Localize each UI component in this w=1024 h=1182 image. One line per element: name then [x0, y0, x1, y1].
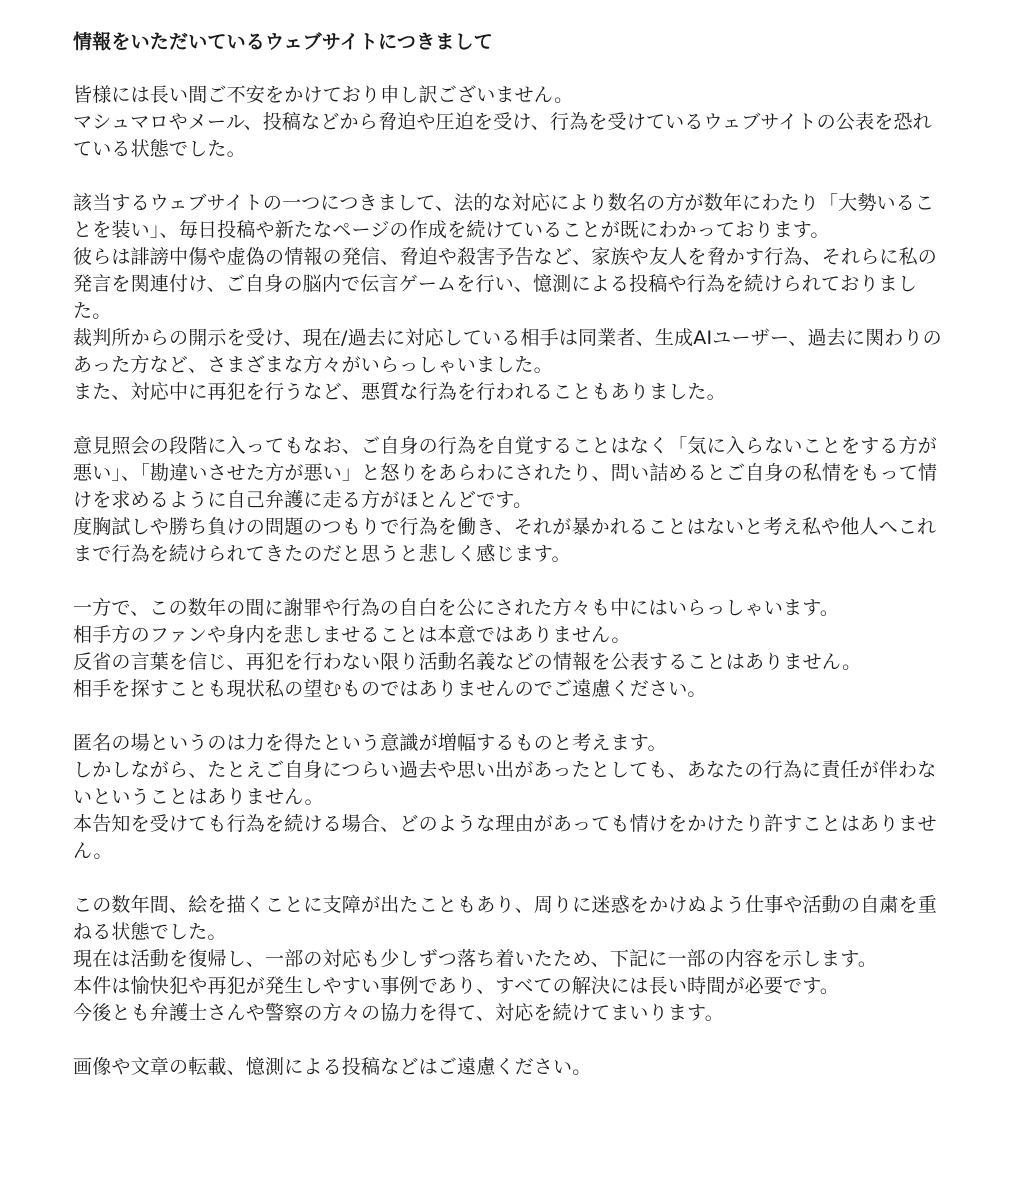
text-line: 今後とも弁護士さんや警察の方々の協力を得て、対応を続けてまいります。 [73, 1002, 724, 1024]
paragraph-activity-resume [73, 892, 943, 1027]
text-line: 度胸試しや勝ち負けの問題のつもりで行為を働き、それが暴かれることはないと考え私や他人へこれまで行為を続けられてきたのだと思うと悲しく感じます。 [73, 516, 937, 565]
document-title: 情報をいただいているウェブサイトにつきまして [73, 31, 493, 53]
text-line: 反省の言葉を信じ、再犯を行わない限り活動名義などの情報を公表することはありません。 [73, 651, 862, 673]
notice-document [73, 28, 943, 1108]
paragraph-apology [73, 82, 943, 163]
paragraph-apologized-parties [73, 595, 943, 703]
text-line: 本告知を受けても行為を続ける場合、どのような理由があっても情けをかけたり許すことはありません。 [73, 813, 937, 862]
text-line: 該当するウェブサイトの一つにつきまして、法的な対応により数名の方が数年にわたり「大勢いることを装い」、毎日投稿や新たなページの作成を続けていることが既にわかっております。 [73, 192, 935, 241]
text-line: 現在は活動を復帰し、一部の対応も少しずつ落ち着いたため、下記に一部の内容を示します。 [73, 948, 878, 970]
text-line: また、対応中に再犯を行うなど、悪質な行為を行われることもありました。 [73, 381, 726, 403]
text-line: マシュマロやメール、投稿などから脅迫や圧迫を受け、行為を受けているウェブサイトの公表を恐れている状態でした。 [73, 111, 932, 160]
text-line: しかしながら、たとえご自身につらい過去や思い出があったとしても、あなたの行為に責任が伴わないということはありません。 [73, 759, 937, 808]
text-line: 匿名の場というのは力を得たという意識が増幅するものと考えます。 [73, 732, 667, 754]
text-line: 皆様には長い間ご不安をかけており申し訳ございません。 [73, 84, 574, 106]
text-line: 相手を探すことも現状私の望むものではありませんのでご遠慮ください。 [73, 678, 707, 700]
paragraph-inquiry-stage [73, 433, 943, 568]
paragraph-website-situation [73, 190, 943, 406]
text-line: 画像や文章の転載、憶測による投稿などはご遠慮ください。 [73, 1056, 592, 1078]
paragraph-anonymity [73, 730, 943, 865]
text-line: 相手方のファンや身内を悲しませることは本意ではありません。 [73, 624, 631, 646]
text-line: 本件は愉快犯や再犯が発生しやすい事例であり、すべての解決には長い時間が必要です。 [73, 975, 840, 997]
text-line: 彼らは誹謗中傷や虚偽の情報の発信、脅迫や殺害予告など、家族や友人を脅かす行為、それらに私の発言を関連付け、ご自身の脳内で伝言ゲームを行い、憶測による投稿や行為を続けられておりました。 [73, 246, 938, 322]
text-line: この数年間、絵を描くことに支障が出たこともあり、周りに迷惑をかけぬよう仕事や活動の自粛を重ねる状態でした。 [73, 894, 938, 943]
paragraph-closing-request [73, 1054, 943, 1081]
text-line: 一方で、この数年の間に謝罪や行為の自白を公にされた方々も中にはいらっしゃいます。 [73, 597, 840, 619]
text-line: 意見照会の段階に入ってもなお、ご自身の行為を自覚することはなく「気に入らないことをする方が悪い」、「勘違いさせた方が悪い」と怒りをあらわにされたり、問い詰めるとご自身の私情をもって情けを求めるように自己弁護に走る方がほとんどです。 [73, 435, 938, 511]
text-line: 裁判所からの開示を受け、現在/過去に対応している相手は同業者、生成AIユーザー、過去に関わりのあった方など、さまざまな方々がいらっしゃいました。 [73, 327, 942, 376]
